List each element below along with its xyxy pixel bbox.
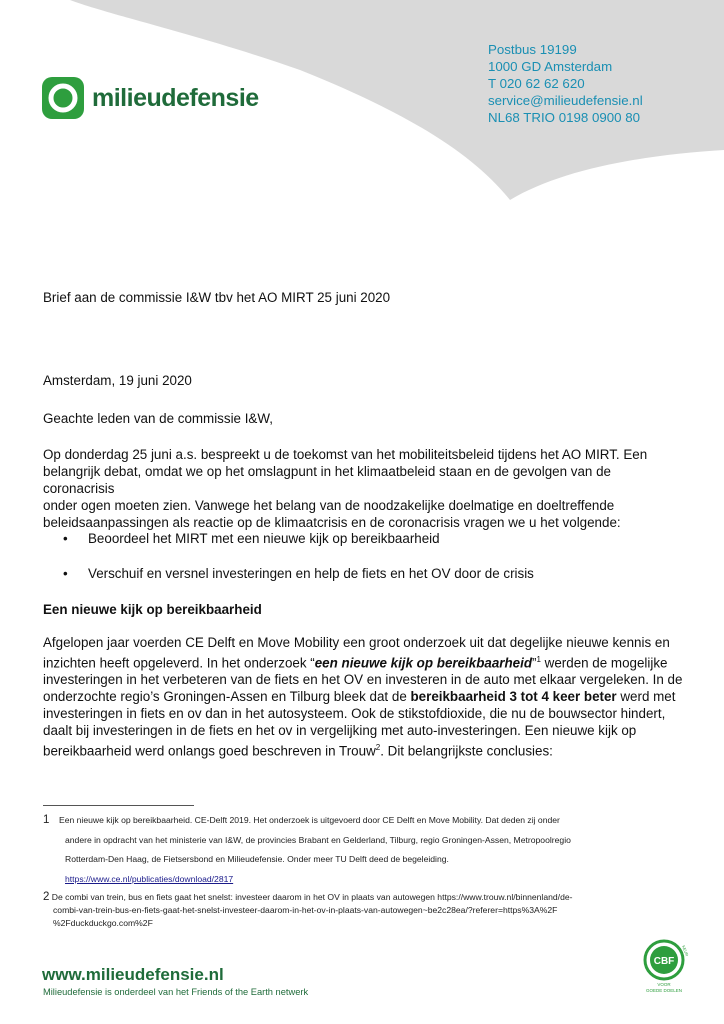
research-paragraph: [43, 634, 683, 760]
paragraph-line: onder ogen moeten zien. Vanwege het belang van de noodzakelijke doelmatige en doeltreffende: [43, 498, 615, 513]
footnote-line: %2Fduckduckgo.com%2F: [53, 918, 153, 928]
footer-tagline: Milieudefensie is onderdeel van het Friends of the Earth netwerk: [43, 987, 309, 997]
text-run: . Dit belangrijkste conclusies:: [380, 743, 553, 759]
paragraph-line: [43, 651, 683, 671]
footnote-line: andere in opdracht van het ministerie van I&W, de provincies Brabant en Gelderland, Tilburg, regio Groningen-Assen, Metropoolregio: [65, 834, 571, 845]
paragraph-line: Op donderdag 25 juni a.s. bespreekt u de toekomst van het mobiliteitsbeleid tijdens het AO MIRT. Een: [43, 447, 648, 462]
cbf-keur-icon: [642, 938, 690, 998]
list-item-text: Verschuif en versnel investeringen en help de fiets en het OV door de crisis: [88, 566, 534, 581]
paragraph-line: daalt bij investeringen in de fiets en het ov in vergelijking met auto-investeringen. Een nieuwe kijk op: [43, 723, 637, 739]
cbf-goede-doelen-label: GOEDE DOELEN: [645, 988, 683, 993]
cbf-voor-label: VOOR: [657, 982, 671, 987]
footer-website[interactable]: www.milieudefensie.nl: [42, 965, 224, 984]
footnote-number: 2: [43, 891, 50, 903]
text-run: ”: [532, 655, 537, 671]
footnote-1: [43, 811, 683, 889]
footnote-2: [43, 891, 683, 930]
paragraph-line: belangrijk debat, omdat we op het omslagpunt in het klimaatbeleid staan en de gevolgen van de coronacrisis: [43, 464, 611, 496]
intro-paragraph: [43, 446, 683, 531]
footnote-link[interactable]: https://www.ce.nl/publicaties/download/2817: [65, 873, 234, 884]
paragraph-line: [43, 688, 683, 705]
paragraph-line: Afgelopen jaar voerden CE Delft en Move Mobility een groot onderzoek uit dat degelijke nieuwe kennis en: [43, 635, 670, 650]
letter-salutation: Geachte leden van de commissie I&W,: [43, 411, 273, 426]
address-iban: NL68 TRIO 0198 0900 80: [488, 110, 641, 125]
address-postbus: Postbus 19199: [488, 42, 577, 57]
footnote-ref-2[interactable]: 2: [375, 743, 381, 753]
list-item-text: Beoordeel het MIRT met een nieuwe kijk op bereikbaarheid: [88, 531, 440, 546]
footnote-ref-1[interactable]: 1: [536, 655, 541, 664]
paragraph-line: [43, 739, 683, 759]
letter-date: Amsterdam, 19 juni 2020: [43, 373, 192, 388]
footnote-text: Een nieuwe kijk op bereikbaarheid. CE-Delft 2019. Het onderzoek is uitgevoerd door CE Delft en Move Mobility. Dat deden zij onder: [56, 815, 560, 825]
cbf-label: CBF: [653, 956, 675, 967]
paragraph-line: investeringen in het verbeteren van de fiets en het OV en investeren in de auto met elkaar vergeleken. In de: [43, 672, 683, 688]
address-email[interactable]: service@milieudefensie.nl: [488, 93, 643, 108]
cbf-keur-label: KEUR: [681, 944, 690, 957]
milieudefensie-logo[interactable]: [42, 74, 302, 122]
bold-emphasis: bereikbaarheid 3 tot 4 keer beter: [410, 689, 617, 705]
text-run: onderzochte regio’s Groningen-Assen en Tilburg bleek dat de: [43, 689, 411, 705]
logo-wordmark: milieudefensie: [92, 83, 259, 112]
bullet-icon: •: [63, 566, 68, 581]
report-title-emphasis: een nieuwe kijk op bereikbaarheid: [314, 655, 533, 671]
footnote-number: 1: [43, 814, 50, 826]
list-item: [43, 566, 683, 581]
text-run: werden de mogelijke: [540, 655, 668, 671]
address-phone: T 020 62 62 620: [488, 76, 585, 91]
list-item: [43, 531, 683, 546]
paragraph-line: beleidsaanpassingen als reactie op de klimaatcrisis en de coronacrisis vragen we u het volgende:: [43, 515, 621, 530]
footnote-line: [43, 891, 683, 904]
contact-address: [488, 41, 643, 126]
section-heading: Een nieuwe kijk op bereikbaarheid: [43, 602, 262, 617]
bullet-icon: •: [63, 531, 68, 546]
address-city: 1000 GD Amsterdam: [488, 59, 613, 74]
header-background-shape: [0, 0, 724, 260]
footnote-separator: [43, 805, 194, 806]
letter-subject: Brief aan de commissie I&W tbv het AO MIRT 25 juni 2020: [43, 290, 391, 305]
text-run: werd met: [616, 689, 676, 705]
paragraph-line: investeringen in fiets en ov dan in het autosysteem. Ook de stikstofdioxide, die nu de bouwsector hindert,: [43, 706, 666, 722]
footnote-line: [43, 811, 683, 831]
text-run: inzichten heeft opgeleverd. In het onderzoek “: [43, 655, 315, 671]
text-run: bereikbaarheid werd onlangs goed beschreven in Trouw: [43, 743, 376, 759]
footnote-line: [43, 870, 683, 890]
footnote-text: De combi van trein, bus en fiets gaat het snelst: investeer daarom in het OV in plaats van autowegen https://www.trouw.nl/binnenland/de-: [49, 892, 573, 902]
footnote-line: combi-van-trein-bus-en-fiets-gaat-het-snelst-investeer-daarom-in-het-ov-in-plaats-van-autowegen~be2c28ea/?referer=https%3A%2F: [53, 905, 558, 915]
milieudefensie-logo-icon: [42, 77, 84, 119]
footnote-line: Rotterdam-Den Haag, de Fietsersbond en Milieudefensie. Onder meer TU Delft deed de begeleiding.: [65, 854, 449, 864]
